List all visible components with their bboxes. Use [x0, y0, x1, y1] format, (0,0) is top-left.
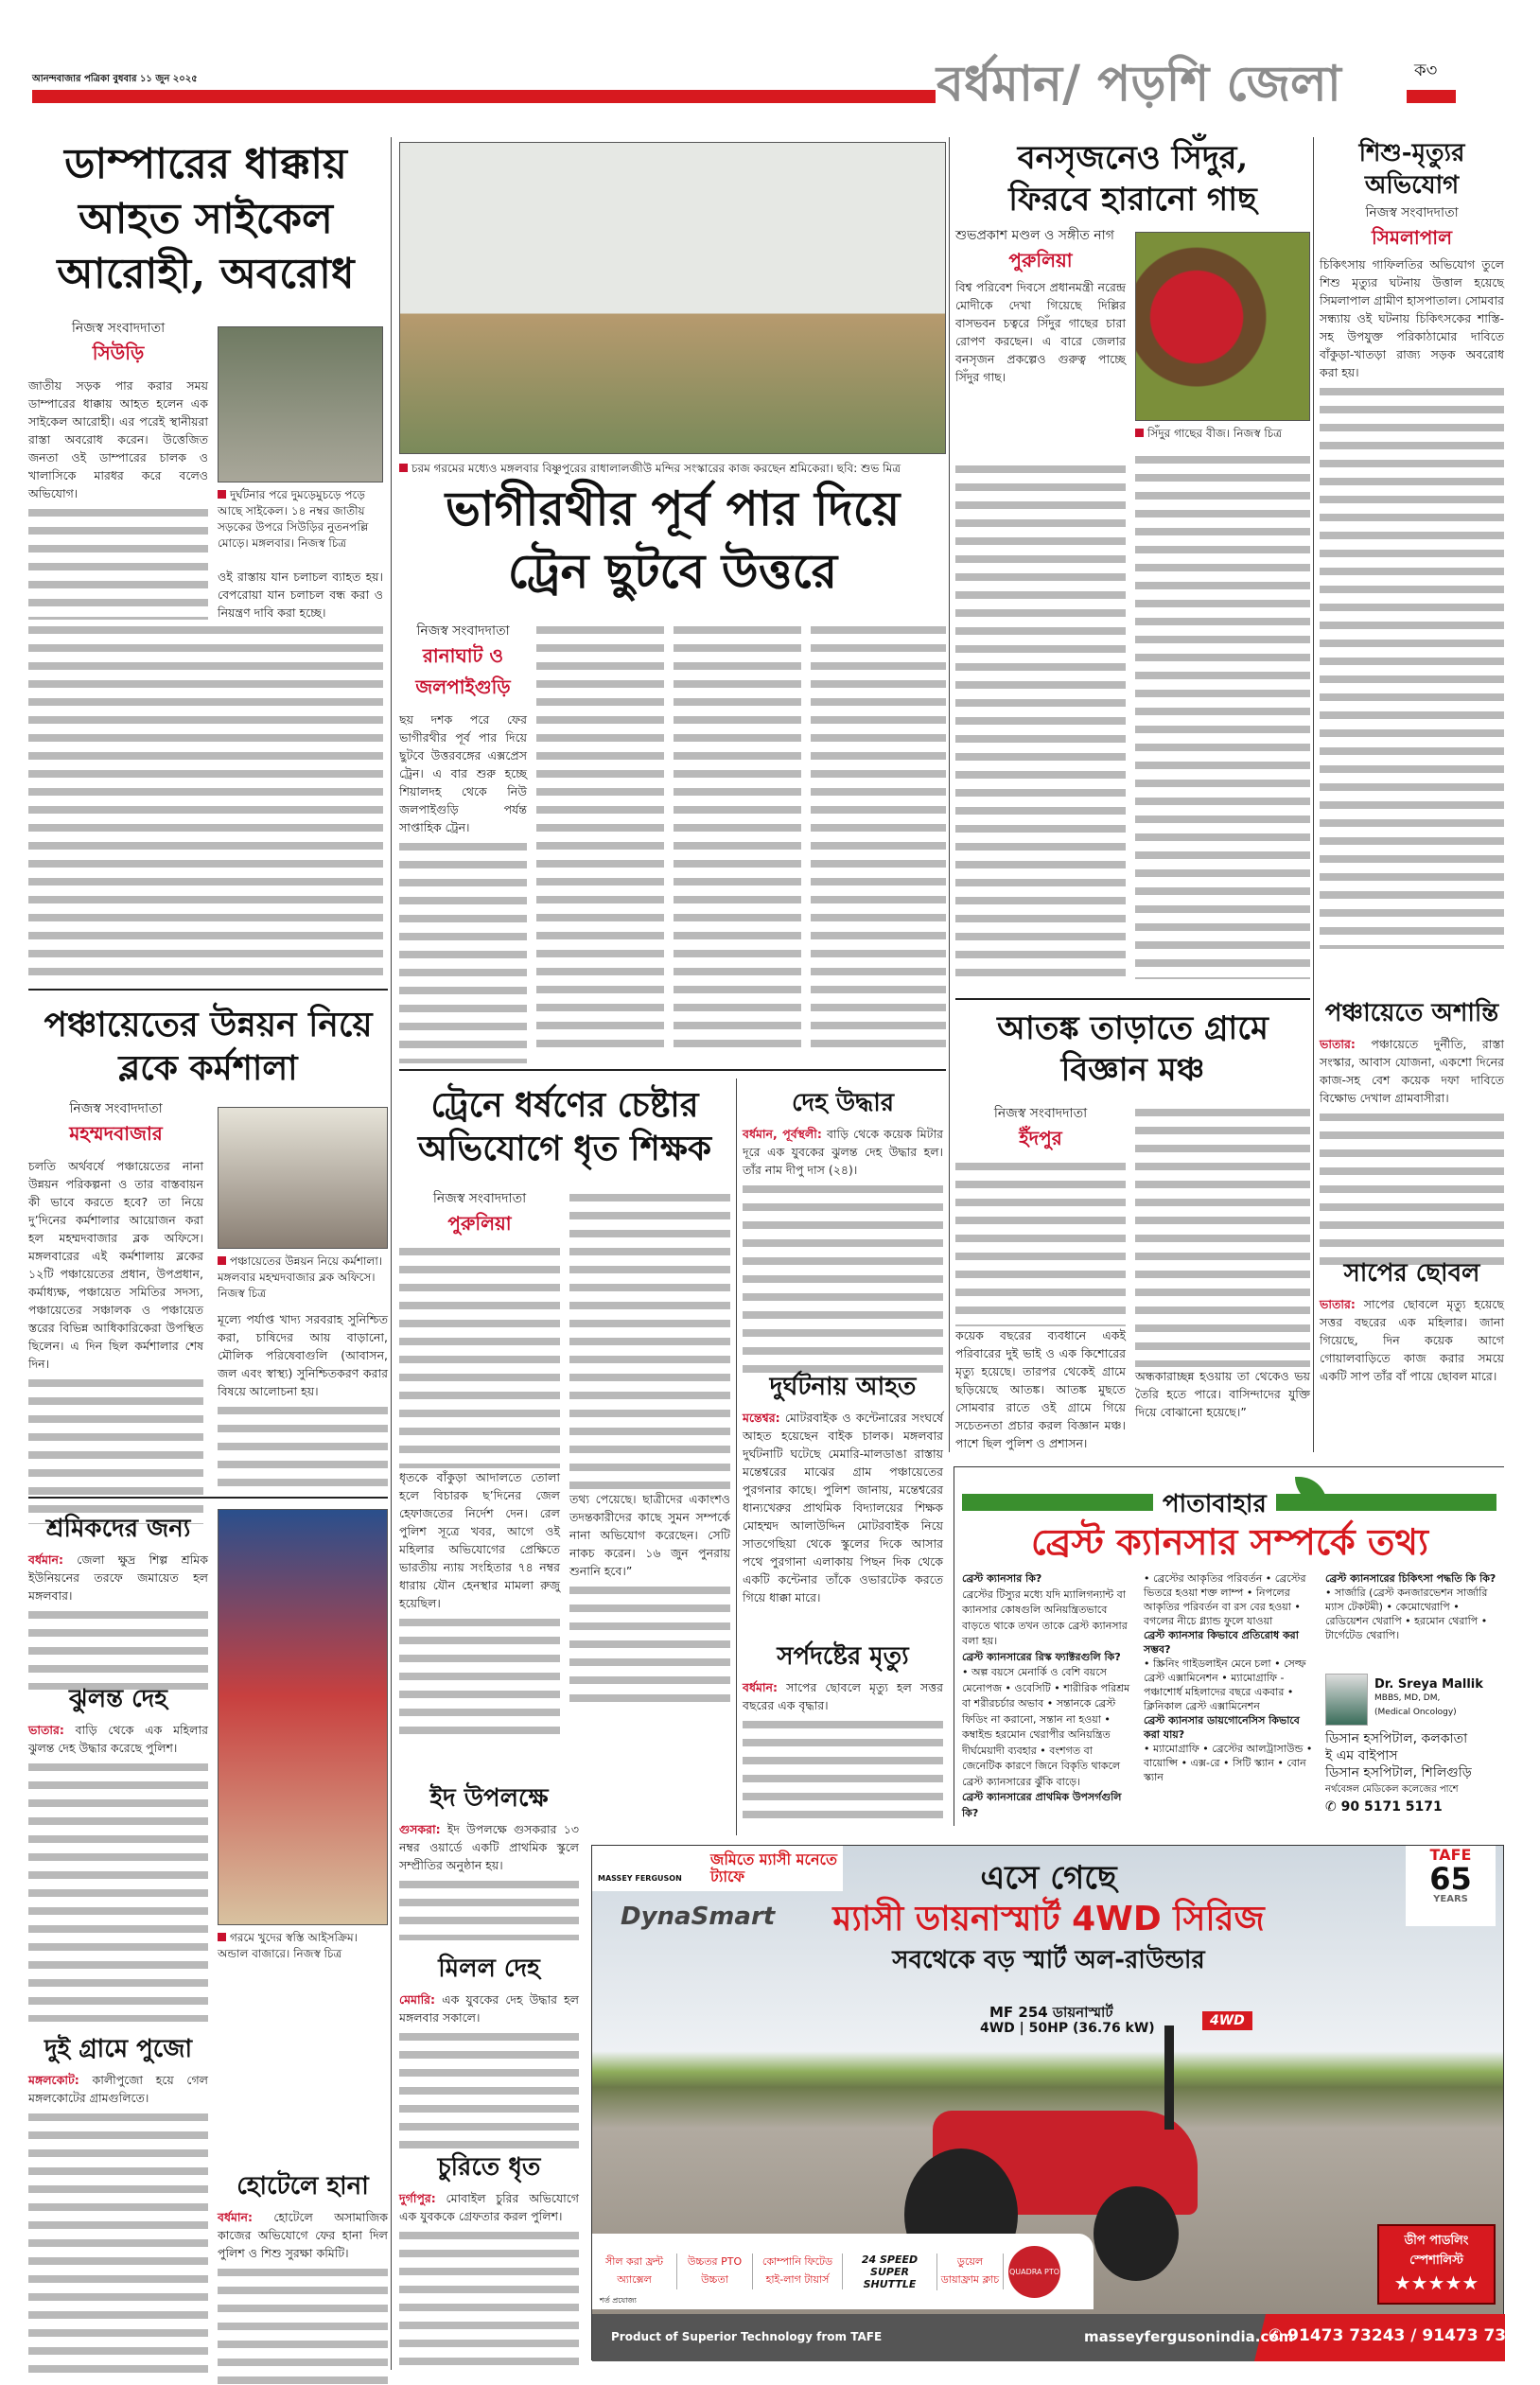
photo-caption: গরমে খুদের স্বস্তি আইসক্রিম। অন্ডাল বাজারে। নিজস্ব চিত্র — [218, 1930, 388, 1962]
ad-phone-numbers[interactable]: ✆ 91473 73243 / 91473 73246 — [1269, 2326, 1540, 2345]
red-rule-right — [1407, 90, 1456, 103]
photo-workshop — [218, 1107, 388, 1249]
dateline: দুর্গাপুর: — [399, 2191, 436, 2205]
dateline-place: পুরুলিয়া — [1008, 249, 1073, 272]
faq-answer: ব্রেস্টের টিস্যুর মধ্যে যদি ম্যালিগন্যান্ট বা ক্যানসার কোষগুলি অনিয়ন্ত্রিতভাবে বাড়তে থাকে তখন তাকে ব্রেস্ট ক্যানসার বলা হয়। — [962, 1587, 1128, 1647]
article-teacher — [399, 1083, 730, 1610]
faq-answer: • ম্যামোগ্রাফি • ব্রেস্টের আলট্রাসাউন্ড • বায়োপ্সি • এক্স-রে • সিটি স্ক্যান • বোন স্ক্যান — [1144, 1743, 1313, 1783]
brief-hanging — [28, 1679, 208, 2022]
feature-item: 24 SPEED SUPER SHUTTLE — [843, 2253, 937, 2290]
model-name: MF 254 ডায়নাস্মার্ট — [989, 2004, 1113, 2021]
doctor-specialty: (Medical Oncology) — [1374, 1708, 1457, 1717]
dynasmart-logo: DynaSmart — [621, 1903, 776, 1931]
byline: নিজস্ব সংবাদদাতা — [69, 1101, 163, 1116]
faq-question: ব্রেস্ট ক্যানসার কিভাবে প্রতিরোধ করা সম্ভব? — [1144, 1629, 1299, 1656]
photo-caption: দুর্ঘটনার পরে দুমড়েমুচড়ে পড়ে আছে সাইকেল। ১৪ নম্বর জাতীয় সড়কের উপরে সিউড়ির নুতনপল্লি মোড়ে। মঙ্গলবার। নিজস্ব চিত্র — [218, 487, 383, 552]
article-sindoor — [955, 137, 1310, 440]
brief-body: মোটরবাইক ও কন্টেনারের সংঘর্ষে আহত হয়েছেন বাইক চালক। মঙ্গলবার দুর্ঘটনাটি ঘটেছে মেমারি-মালডাঙা রাস্তায় মন্তেশ্বরের মাঝের গ্রাম পঞ্চায়েতের পুরগনার কাছে। পুলিশ জানায়, মন্তেশ্বরের ধান্যখেরুর প্রাথমিক বিদ্যালয়ের শিক্ষক মোহম্মদ আলাউদ্দিন মোটরবাইক নিয়ে সাতগেছিয়া থেকে স্কুলের দিকে আসার পথে পুরগানা এলাকায় পিছন দিক থেকে একটি কন্টেনার তাঁকে ওভারটেক করতে গিয়ে ধাক্কা মারে। — [743, 1411, 943, 1605]
dateline: ভাতার: — [1320, 1297, 1356, 1311]
article-train — [399, 478, 946, 834]
dateline: মঙ্গলকোট: — [28, 2073, 79, 2087]
feature-item: উচ্চতর PTO উচ্চতা — [677, 2253, 753, 2289]
article-body: কয়েক বছরের ব্যবধানে একই পরিবারের দুই ভাই ও এক কিশোরের মৃত্যু হয়েছে। তারপর থেকেই গ্রামে ছড়িয়েছে আতঙ্ক। আতঙ্ক মুছতে সোমবার রাতে ওই গ্রামে গিয়ে সচেতনতা প্রচার করল বিজ্ঞান মঞ্চ। পাশে ছিল পুলিশ ও প্রশাসন। — [955, 1328, 1126, 1450]
brief-body: সাপের ছোবলে মৃত্যু হল সত্তর বছরের এক বৃদ্ধার। — [743, 1680, 943, 1712]
photo-caption: সিঁদুর গাছের বীজ। নিজস্ব চিত্র — [1135, 426, 1310, 442]
byline: নিজস্ব সংবাদদাতা — [71, 321, 166, 336]
photo-girl-icecream — [218, 1509, 388, 1925]
article-body: জাতীয় সড়ক পার করার সময় ডাম্পারের ধাক্কায় আহত হলেন এক সাইকেল আরোহী। এর পরেই স্থানীয়রা রাস্তা অবরোধ করেন। উত্তেজিত জনতা ওই ডাম্পারের চালক ও খালাসিকে মারধর করে বলেও অভিযোগ। — [28, 378, 208, 500]
brief-body: ইদ উপলক্ষে গুসকরার ১৩ নম্বর ওয়ার্ডে একটি প্রাথমিক স্কুলে সম্প্রীতির অনুষ্ঠান হয়। — [399, 1822, 579, 1872]
dateline: মেমারি: — [399, 1992, 436, 2007]
brief-body: কালীপুজো হয়ে গেল মঙ্গলকোটের গ্রামগুলিতে। — [28, 2073, 208, 2105]
byline: নিজস্ব সংবাদদাতা — [1365, 205, 1459, 220]
doctor-photo — [1325, 1674, 1368, 1726]
brief-eid — [399, 1779, 579, 1940]
hospital-siliguri: ডিসান হসপিটাল, শিলিগুড়ি — [1325, 1765, 1472, 1780]
photo-caption: পঞ্চায়েতের উন্নয়ন নিয়ে কর্মশালা। মঙ্গলবার মহম্মদবাজার ব্লক অফিসে। নিজস্ব চিত্র — [218, 1254, 388, 1302]
phone-number[interactable]: 90 5171 5171 — [1340, 1799, 1443, 1815]
brief-body-found — [743, 1083, 943, 1377]
faq-question: ব্রেস্ট ক্যানসারের রিস্ক ফ্যাক্টরগুলি কি? — [962, 1650, 1121, 1663]
massey-ferguson-logo: MASSEY FERGUSON — [598, 1874, 682, 1883]
brief-snake-death — [743, 1637, 943, 1828]
headline: ঝুলন্ত দেহ — [69, 1685, 167, 1713]
article-body: ধৃতকে বাঁকুড়া আদালতে তোলা হলে বিচারক ছ’দিনের জেল হেফাজতের নির্দেশ দেন। রেল পুলিশ সূত্রে খবর, আগে ওই মহিলার অভিযোগের প্রেক্ষিতে ভারতীয় ন্যায় সংহিতার ৭৪ নম্বর ধারায় যৌন হেনস্থার মামলা রুজু হয়েছিল। — [399, 1470, 560, 1610]
brief-body: মোবাইল চুরির অভিযোগে এক যুবককে গ্রেফতার করল পুলিশ। — [399, 2191, 579, 2223]
dateline: ভাতার: — [28, 1723, 64, 1737]
brief-body: বাড়ি থেকে এক মহিলার ঝুলন্ত দেহ উদ্ধার করেছে পুলিশ। — [28, 1723, 208, 1755]
article-dumper — [28, 137, 383, 620]
headline: চুরিতে ধৃত — [437, 2153, 541, 2182]
tafe-logo: TAFE — [1429, 1846, 1472, 1864]
headline: দুর্ঘটনায় আহত — [769, 1373, 917, 1401]
model-spec: 4WD | 50HP (36.76 kW) — [980, 2021, 1155, 2036]
brief-body: পঞ্চায়েতে দুর্নীতি, রাস্তা সংস্কার, আবাস যোজনা, একশো দিনের কাজ-সহ বেশ কয়েক দফা দাবিতে বিক্ষোভ দেখাল গ্রামবাসীরা। — [1320, 1037, 1504, 1105]
article-body: বিশ্ব পরিবেশ দিবসে প্রধানমন্ত্রী নরেন্দ্র মোদীকে দেখা গিয়েছে দিল্লির বাসভবন চত্বরে সিঁদুর গাছের চারা রোপণ করছেন। এ বারে জেলার বনসৃজন প্রকল্পেও গুরুত্ব পাচ্ছে সিঁদুর গাছ। — [955, 280, 1126, 384]
faq-answer: • স্ক্রিনিং গাইডলাইন মেনে চলা • সেল্ফ ব্রেস্ট এক্সামিনেশন • ম্যামোগ্রাফি - পঞ্চাশোর্ধ মহিলাদের বছরে একবার • ক্লিনিকাল ব্রেস্ট এক্সামিনেশন — [1144, 1657, 1306, 1712]
headline: পঞ্চায়েতের উন্নয়ন নিয়ে ব্লকে কর্মশালা — [44, 1005, 373, 1088]
photo-bicycle — [218, 326, 383, 482]
dateline-place: সিমলাপাল — [1371, 226, 1453, 249]
photo-caption: চরম গরমের মধ্যেও মঙ্গলবার বিষ্ণুপুরের রাধালালজীউ মন্দির সংস্কারের কাজ করছেন শ্রমিকেরা। ছবি: শুভ মিত্র — [399, 461, 946, 477]
faq-answer: • ব্রেস্টের আকৃতির পরিবর্তন • ব্রেস্টের ভিতরে হওয়া শক্ত লাম্প • নিপলের আকৃতির পরিবর্তন বা রস বের হওয়া • বগলের নীচে গ্ল্যান্ড ফুলে যাওয়া — [1144, 1572, 1306, 1627]
brief-theft — [399, 2148, 579, 2367]
brief-labour — [28, 1509, 208, 1690]
doctor-degree: MBBS, MD, DM, — [1374, 1693, 1441, 1703]
dateline: বর্ধমান, পূর্বস্থলী: — [743, 1127, 822, 1141]
feature-item: সীল করা ফ্রন্ট অ্যাক্সেল — [592, 2253, 677, 2289]
badge-4wd: 4WD — [1202, 2011, 1252, 2030]
article-body: ছয় দশক পরে ফের ভাগীরথীর পূর্ব পার দিয়ে ছুটবে উত্তরবঙ্গের এক্সপ্রেস ট্রেন। এ বার শুরু হচ্ছে শিয়ালদহ থেকে নিউ জলপাইগুড়ি পর্যন্ত সাপ্তাহিক ট্রেন। — [399, 712, 527, 834]
faq-question: ব্রেস্ট ক্যানসারের প্রাথমিক উপসর্গগুলি কি? — [962, 1791, 1122, 1819]
specialist-badge: ডীপ পাডলিং স্পেশালিস্ট — [1404, 2234, 1469, 2268]
tractor-advertisement[interactable] — [591, 1845, 1540, 2360]
hospital-siliguri-address: নর্থবেঙ্গল মেডিকেল কলেজের পাশে — [1325, 1784, 1459, 1795]
feature-item: কোম্পানি ফিটেড হাই-লাগ টায়ার্স — [753, 2253, 843, 2289]
hospital-kolkata-address: ই এম বাইপাস — [1325, 1748, 1398, 1763]
brief-body: হোটেলে অসামাজিক কাজের অভিযোগে ফের হানা দিল পুলিশ ও শিশু সুরক্ষা কমিটি। — [218, 2210, 388, 2260]
date-line: আনন্দবাজার পত্রিকা বুধবার ১১ জুন ২০২৫ — [32, 74, 198, 84]
section-title: বর্ধমান/ পড়শি জেলা — [936, 55, 1341, 113]
headline: বনসৃজনেও সিঁদুর, ফিরবে হারানো গাছ — [1008, 139, 1257, 219]
article-body-2: মূল্যে পর্যাপ্ত খাদ্য সরবরাহ সুনিশ্চিত করা, চাষিদের আয় বাড়ানো, মৌলিক পরিষেবাগুলি (আবাসন, জল এবং স্বাস্থ্য) সুনিশ্চিতকরণ করার বিষয়ে আলোচনা হয়। — [218, 1312, 388, 1398]
years-label: YEARS — [1433, 1894, 1468, 1904]
article-body: চলতি অর্থবর্ষে পঞ্চায়েতের নানা উন্নয়ন পরিকল্পনা ও তার বাস্তবায়ন কী ভাবে করতে হবে? তা নিয়ে দু’দিনের কর্মশালার আয়োজন করা হল মহম্মদবাজার ব্লক অফিসে। মঙ্গলবারের এই কর্মশালায় ব্লকের ১২টি পঞ্চায়েতের প্রধান, উপপ্রধান, কর্মাধ্যক্ষ, পঞ্চায়েত সমিতির সদস্য, পঞ্চায়েতের সঞ্চালক ও পঞ্চায়েত স্তরের বিভিন্ন আধিকারিকেরা উপস্থিত ছিলেন। এ দিন ছিল কর্মশালার শেষ দিন। — [28, 1159, 203, 1371]
brief-body: এক যুবকের দেহ উদ্ধার হল মঙ্গলবার সকালে। — [399, 1992, 579, 2025]
headline: ইদ উপলক্ষে — [429, 1784, 549, 1813]
doctor-name: Dr. Sreya Mallik — [1374, 1677, 1483, 1692]
faq-answer: • সার্জারি (ব্রেস্ট কনজারভেশন সার্জারি ম্যাস টেকটমী) • কেমোথেরাপি • রেডিয়েশন থেরাপি • হরমোন থেরাপি • টার্গেটেড থেরাপি। — [1325, 1587, 1488, 1641]
dateline: বর্ধমান: — [28, 1552, 63, 1567]
headline: মিলল দেহ — [438, 1955, 540, 1983]
red-rule — [32, 90, 936, 103]
headline: সাপের ছোবল — [1343, 1259, 1480, 1288]
faq-question: ব্রেস্ট ক্যানসারের চিকিৎসা পদ্ধতি কি কি? — [1325, 1572, 1496, 1585]
faq-question: ব্রেস্ট ক্যানসার কি? — [962, 1572, 1042, 1585]
ad-arrived: এসে গেছে — [980, 1859, 1117, 1897]
ad-tagline: জমিতে ম্যাসী মনেতে ট্যাফে — [710, 1850, 837, 1885]
article-science — [955, 1008, 1310, 1450]
photo-temple — [399, 142, 946, 454]
health-feature-box — [954, 1466, 1504, 1826]
byline: শুভপ্রকাশ মণ্ডল ও সঙ্গীত নাগ — [955, 228, 1114, 243]
dateline-place: ইঁদপুর — [1019, 1127, 1062, 1149]
photo-sindoor-seeds — [1135, 232, 1310, 421]
dateline: ভাতার: — [1320, 1037, 1356, 1051]
ad-footer-tafe: Product of Superior Technology from TAFE — [611, 2330, 883, 2343]
brief-body: জেলা ক্ষুদ্র শিল্প শ্রমিক ইউনিয়নের তরফে জমায়েত হল মঙ্গলবার। — [28, 1552, 208, 1603]
brief-milal — [399, 1949, 579, 2159]
headline: ভাগীরথীর পূর্ব পার দিয়ে ট্রেন ছুটবে উত্তরে — [445, 481, 901, 599]
headline: সর্পদষ্টের মৃত্যু — [777, 1642, 909, 1671]
dateline-place: সিউড়ি — [92, 342, 145, 364]
dateline: মন্তেশ্বর: — [743, 1411, 780, 1425]
phone-icon: ✆ — [1325, 1799, 1341, 1815]
brief-accident — [743, 1367, 943, 1606]
feature-item: ডুয়েল ডায়াফ্রাম ক্লাচ — [937, 2253, 1004, 2289]
faq-answer: • অল্প বয়সে মেনার্কি ও বেশি বয়সে মেনোপজ • ওবেসিটি • শারীরিক পরিশ্রম বা শরীরচর্চার অভাব • সন্তানকে ব্রেস্ট ফিডিং না করানো, সন্তান না হওয়া • কম্বাইন্ড হরমোন থেরাপীর অনিয়ন্ত্রিত দীর্ঘমেয়াদী ব্যবহার • বংশগত বা জেনেটিক কারণে জিনে বিকৃতি থাকলে ব্রেস্ট ক্যানসারের ঝুঁকি বাড়ে। — [962, 1666, 1130, 1788]
headline: দুই গ্রামে পুজো — [44, 2035, 193, 2063]
brief-snakebite — [1320, 1254, 1504, 1385]
brief-hotel — [218, 2166, 388, 2385]
article-body-2: অন্ধকারাচ্ছন্ন হওয়ায় তা থেকেও ভয় তৈরি হতে পারে। বাসিন্দাদের যুক্তি দিয়ে বোঝানো হয়েছে।” — [1135, 1369, 1310, 1419]
terms-note: শর্ত প্রযোজ্য — [600, 2296, 637, 2305]
headline: ডাম্পারের ধাক্কায় আহত সাইকেল আরোহী, অবরোধ — [57, 140, 355, 298]
brief-ashanti — [1320, 993, 1504, 1268]
rating-stars: ★★★★★ — [1393, 2271, 1479, 2294]
byline: নিজস্ব সংবাদদাতা — [416, 623, 510, 639]
brief-puja — [28, 2029, 208, 2381]
byline: নিজস্ব সংবাদদাতা — [993, 1106, 1088, 1121]
headline: শ্রমিকদের জন্য — [45, 1515, 191, 1543]
masthead — [0, 0, 1537, 118]
feature-title: ব্রেস্ট ক্যানসার সম্পর্কে তথ্য — [1030, 1520, 1429, 1563]
dateline: বর্ধমান: — [743, 1680, 778, 1694]
dateline-place: মহম্মদবাজার — [69, 1122, 163, 1145]
headline: শিশু-মৃত্যুর অভিযোগ — [1358, 139, 1465, 200]
article-body: চিকিৎসায় গাফিলতির অভিযোগ তুলে শিশু মৃত্যুর ঘটনায় উত্তাল হয়েছে সিমলাপাল গ্রামীণ হাসপাতাল। সোমবার সন্ধ্যায় ওই ঘটনায় চিকিৎসকের শাস্তি-সহ উপযুক্ত পরিকাঠামোর দাবিতে বাঁকুড়া-খাতড়া রাজ্য সড়ক অবরোধ করা হয়। — [1320, 257, 1504, 379]
page-number: ক৩ — [1414, 61, 1438, 80]
ad-series-title: ম্যাসী ডায়নাস্মার্ট 4WD সিরিজ — [832, 1900, 1265, 1938]
article-workshop — [28, 1003, 388, 1398]
headline: আতঙ্ক তাড়াতে গ্রামে বিজ্ঞান মঞ্চ — [997, 1009, 1269, 1089]
dateline: বর্ধমান: — [218, 2210, 253, 2224]
ad-website[interactable]: masseyfergusonindia.com — [1084, 2328, 1294, 2345]
dateline: গুসকরা: — [399, 1822, 441, 1836]
article-body-2: তথ্য পেয়েছে। ছাত্রীদের একাংশও তদন্তকারীদের কাছে সুমন সম্পর্কে নানা অভিযোগ করেছেন। সেটি নাকচ করেন। ১৬ জুন পুনরায় শুনানি হবে।” — [569, 1492, 730, 1578]
years-number: 65 — [1429, 1861, 1472, 1897]
brief-body: সাপের ছোবলে মৃত্যু হয়েছে সত্তর বছরের এক মহিলার। জানা গিয়েছে, দিন কয়েক আগে গোয়ালবাড়িতে কাজ করার সময়ে একটি সাপ তাঁর বাঁ পায়ে ছোবল মারে। — [1320, 1297, 1504, 1383]
feature-item: QUADRA PTO — [1008, 2246, 1060, 2298]
article-shishu — [1320, 137, 1504, 949]
byline: নিজস্ব সংবাদদাতা — [432, 1191, 527, 1206]
headline: হোটেলে হানা — [236, 2172, 369, 2201]
dateline-place: রানাঘাট ও জলপাইগুড়ি — [415, 644, 511, 698]
faq-question: ব্রেস্ট ক্যানসার ডায়গোনেসিস কিভাবে করা যায়? — [1144, 1714, 1300, 1741]
dateline-place: পুরুলিয়া — [447, 1212, 512, 1235]
article-body-2: ওই রাস্তায় যান চলাচল ব্যাহত হয়। বেপরোয়া যান চলাচল বন্ধ করা ও নিয়ন্ত্রণ দাবি করা হচ্ছে। — [218, 570, 383, 620]
headline: পঞ্চায়েতে অশান্তি — [1324, 999, 1499, 1027]
ad-subtitle: সবথেকে বড় স্মার্ট অল-রাউন্ডার — [892, 1946, 1205, 1974]
headline: দেহ উদ্ধার — [791, 1089, 895, 1117]
hospital-kolkata: ডিসান হসপিটাল, কলকাতা — [1325, 1731, 1468, 1746]
brief-body: বাড়ি থেকে কয়েক মিটার দূরে এক যুবকের ঝুলন্ত দেহ উদ্ধার হল। তাঁর নাম দীপু দাস (২৪)। — [743, 1127, 943, 1177]
feature-brand: পাতাবাহার — [1153, 1484, 1276, 1526]
headline: ট্রেনে ধর্ষণের চেষ্টার অভিযোগে ধৃত শিক্ষক — [417, 1085, 712, 1168]
